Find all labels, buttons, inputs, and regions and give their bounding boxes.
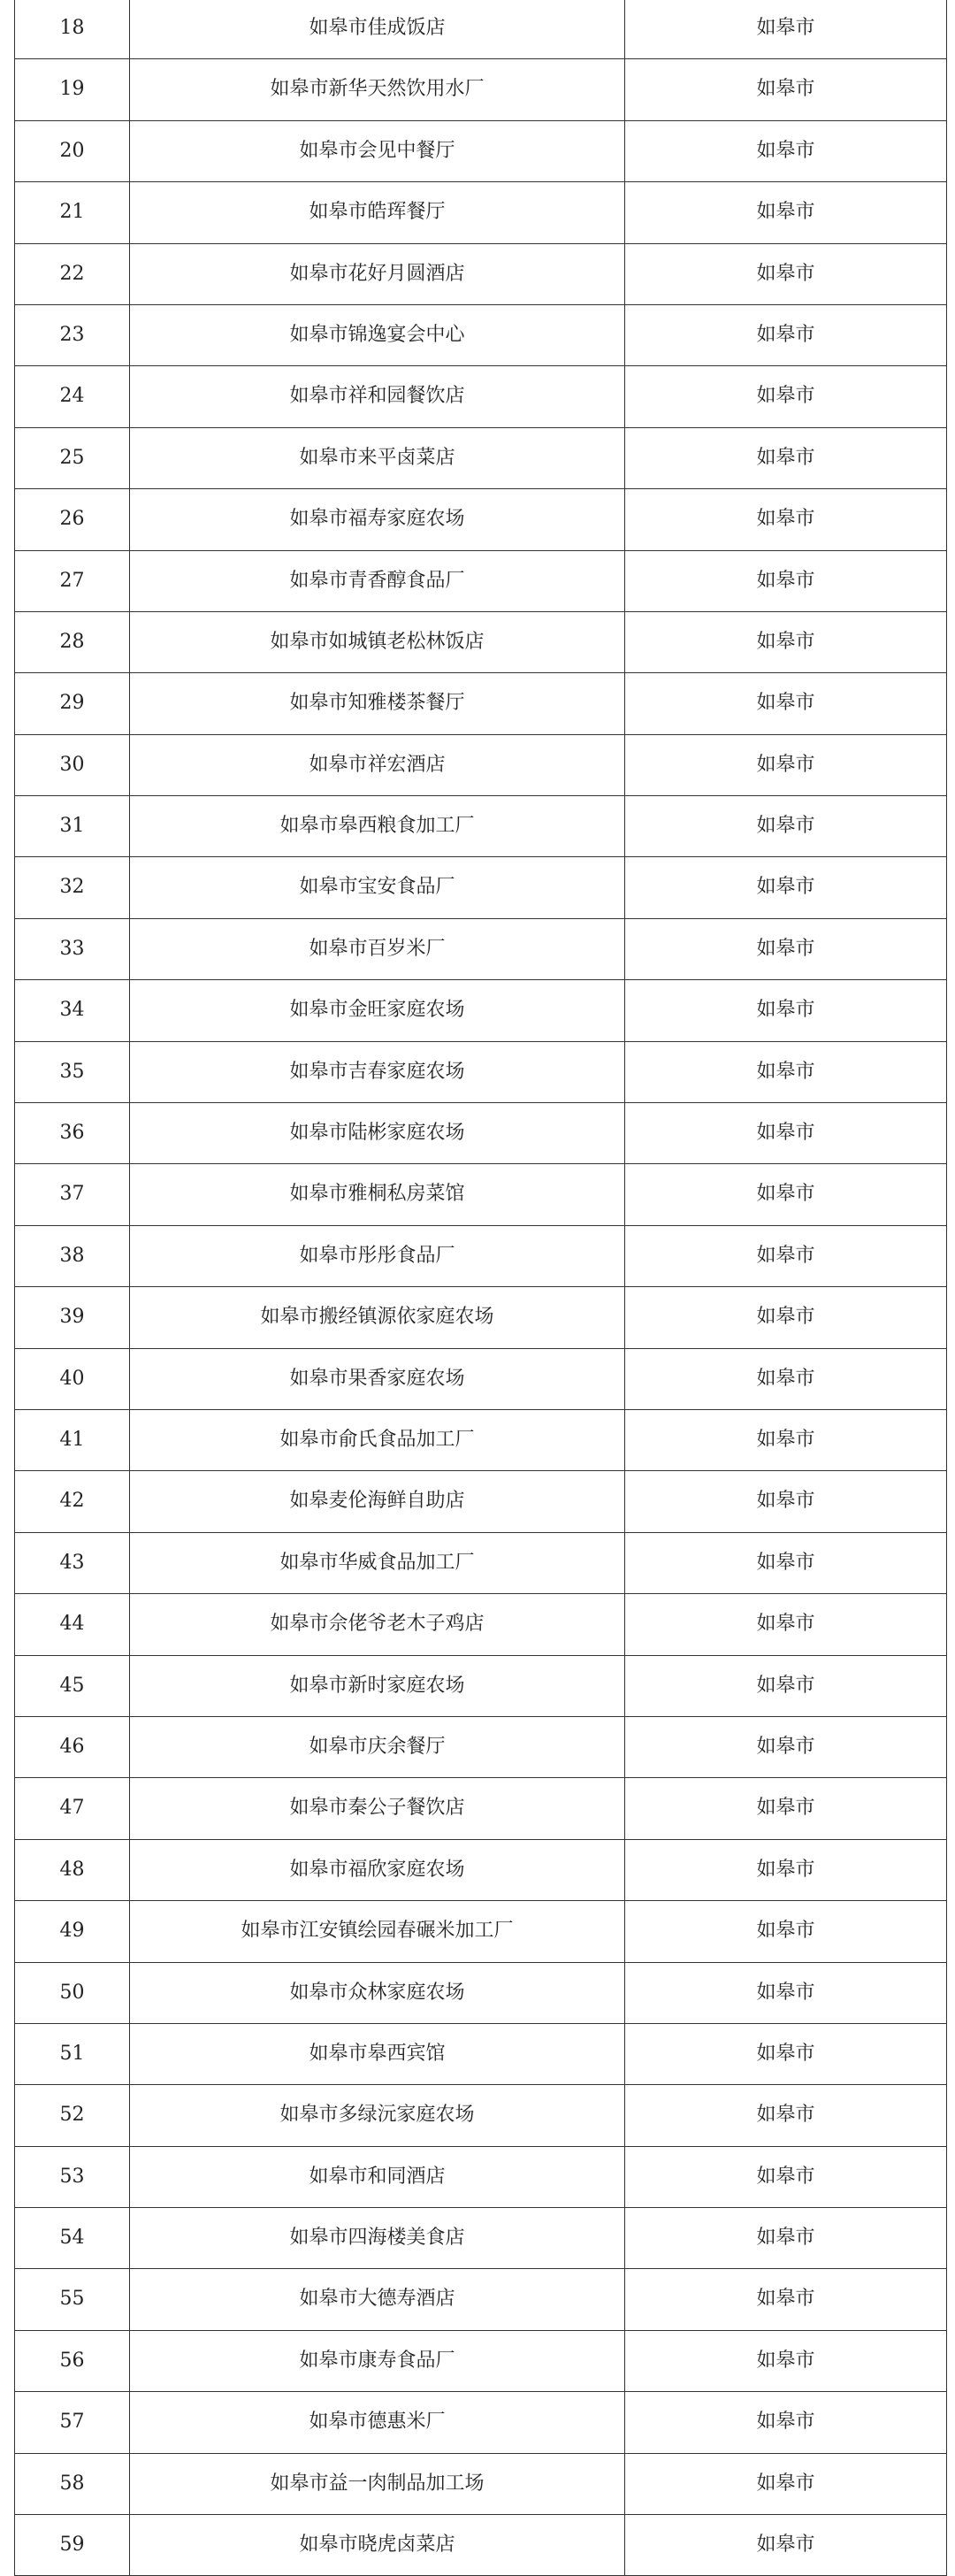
enterprise-name-cell: 如皋市众林家庭农场 — [130, 1962, 625, 2023]
region-cell: 如皋市 — [625, 2208, 947, 2269]
enterprise-name-cell: 如皋市金旺家庭农场 — [130, 980, 625, 1041]
region-cell: 如皋市 — [625, 550, 947, 611]
serial-number-cell: 20 — [15, 120, 130, 181]
region-cell: 如皋市 — [625, 734, 947, 795]
enterprise-name-cell: 如皋市和同酒店 — [130, 2146, 625, 2207]
enterprise-name-cell: 如皋市知雅楼茶餐厅 — [130, 673, 625, 734]
region-cell: 如皋市 — [625, 980, 947, 1041]
serial-number-cell: 57 — [15, 2392, 130, 2453]
serial-number-cell: 38 — [15, 1225, 130, 1286]
enterprise-name-cell: 如皋市果香家庭农场 — [130, 1348, 625, 1409]
table-row — [15, 2330, 947, 2391]
region-cell: 如皋市 — [625, 1778, 947, 1839]
enterprise-name-cell: 如皋市益一肉制品加工场 — [130, 2453, 625, 2514]
region-cell: 如皋市 — [625, 304, 947, 365]
region-cell: 如皋市 — [625, 2085, 947, 2146]
enterprise-table — [14, 0, 947, 2576]
enterprise-name-cell: 如皋市江安镇绘园春碾米加工厂 — [130, 1901, 625, 1962]
enterprise-name-cell: 如皋市皋西宾馆 — [130, 2023, 625, 2084]
table-row — [15, 1287, 947, 1348]
table-row — [15, 120, 947, 181]
enterprise-name-cell: 如皋市祥和园餐饮店 — [130, 366, 625, 427]
table-row — [15, 1409, 947, 1470]
enterprise-name-cell: 如皋市大德寿酒店 — [130, 2269, 625, 2330]
serial-number-cell: 31 — [15, 796, 130, 857]
enterprise-name-cell: 如皋市华威食品加工厂 — [130, 1532, 625, 1593]
region-cell: 如皋市 — [625, 918, 947, 979]
region-cell: 如皋市 — [625, 2330, 947, 2391]
region-cell: 如皋市 — [625, 1716, 947, 1777]
serial-number-cell: 35 — [15, 1041, 130, 1102]
table-row — [15, 1594, 947, 1655]
table-row — [15, 1225, 947, 1286]
serial-number-cell: 24 — [15, 366, 130, 427]
enterprise-name-cell: 如皋市祥宏酒店 — [130, 734, 625, 795]
serial-number-cell: 58 — [15, 2453, 130, 2514]
table-row — [15, 304, 947, 365]
enterprise-name-cell: 如皋市皋西粮食加工厂 — [130, 796, 625, 857]
region-cell: 如皋市 — [625, 366, 947, 427]
table-row — [15, 427, 947, 488]
table-row — [15, 1839, 947, 1900]
table-row — [15, 1041, 947, 1102]
enterprise-name-cell: 如皋市庆余餐厅 — [130, 1716, 625, 1777]
table-row — [15, 2023, 947, 2084]
enterprise-name-cell: 如皋市多绿沅家庭农场 — [130, 2085, 625, 2146]
serial-number-cell: 53 — [15, 2146, 130, 2207]
region-cell: 如皋市 — [625, 1103, 947, 1164]
region-cell: 如皋市 — [625, 2453, 947, 2514]
region-cell: 如皋市 — [625, 611, 947, 672]
serial-number-cell: 44 — [15, 1594, 130, 1655]
table-row — [15, 611, 947, 672]
table-row — [15, 1716, 947, 1777]
table-row — [15, 918, 947, 979]
enterprise-name-cell: 如皋市如城镇老松林饭店 — [130, 611, 625, 672]
enterprise-name-cell: 如皋麦伦海鲜自助店 — [130, 1471, 625, 1532]
enterprise-name-cell: 如皋市陆彬家庭农场 — [130, 1103, 625, 1164]
enterprise-name-cell: 如皋市康寿食品厂 — [130, 2330, 625, 2391]
region-cell: 如皋市 — [625, 1594, 947, 1655]
enterprise-name-cell: 如皋市佳成饭店 — [130, 0, 625, 59]
table-row — [15, 550, 947, 611]
region-cell: 如皋市 — [625, 0, 947, 59]
table-row — [15, 0, 947, 59]
enterprise-name-cell: 如皋市宝安食品厂 — [130, 857, 625, 918]
table-row — [15, 857, 947, 918]
serial-number-cell: 49 — [15, 1901, 130, 1962]
serial-number-cell: 22 — [15, 243, 130, 304]
table-row — [15, 366, 947, 427]
serial-number-cell: 59 — [15, 2515, 130, 2576]
enterprise-name-cell: 如皋市百岁米厂 — [130, 918, 625, 979]
region-cell: 如皋市 — [625, 1409, 947, 1470]
enterprise-name-cell: 如皋市雅桐私房菜馆 — [130, 1164, 625, 1225]
serial-number-cell: 52 — [15, 2085, 130, 2146]
serial-number-cell: 46 — [15, 1716, 130, 1777]
enterprise-name-cell: 如皋市搬经镇源依家庭农场 — [130, 1287, 625, 1348]
region-cell: 如皋市 — [625, 1348, 947, 1409]
table-row — [15, 1778, 947, 1839]
enterprise-name-cell: 如皋市锦逸宴会中心 — [130, 304, 625, 365]
region-cell: 如皋市 — [625, 673, 947, 734]
serial-number-cell: 32 — [15, 857, 130, 918]
table-row — [15, 59, 947, 120]
serial-number-cell: 19 — [15, 59, 130, 120]
table-row — [15, 1103, 947, 1164]
enterprise-name-cell: 如皋市晓虎卤菜店 — [130, 2515, 625, 2576]
serial-number-cell: 36 — [15, 1103, 130, 1164]
serial-number-cell: 48 — [15, 1839, 130, 1900]
region-cell: 如皋市 — [625, 1225, 947, 1286]
serial-number-cell: 21 — [15, 182, 130, 243]
table-row — [15, 1901, 947, 1962]
table-row — [15, 2146, 947, 2207]
enterprise-name-cell: 如皋市吉春家庭农场 — [130, 1041, 625, 1102]
region-cell: 如皋市 — [625, 2023, 947, 2084]
table-row — [15, 1655, 947, 1716]
enterprise-name-cell: 如皋市青香醇食品厂 — [130, 550, 625, 611]
serial-number-cell: 56 — [15, 2330, 130, 2391]
serial-number-cell: 26 — [15, 489, 130, 550]
table-row — [15, 2515, 947, 2576]
serial-number-cell: 37 — [15, 1164, 130, 1225]
serial-number-cell: 27 — [15, 550, 130, 611]
region-cell: 如皋市 — [625, 1164, 947, 1225]
region-cell: 如皋市 — [625, 243, 947, 304]
serial-number-cell: 40 — [15, 1348, 130, 1409]
serial-number-cell: 45 — [15, 1655, 130, 1716]
region-cell: 如皋市 — [625, 2392, 947, 2453]
serial-number-cell: 55 — [15, 2269, 130, 2330]
enterprise-name-cell: 如皋市新时家庭农场 — [130, 1655, 625, 1716]
region-cell: 如皋市 — [625, 2269, 947, 2330]
enterprise-name-cell: 如皋市新华天然饮用水厂 — [130, 59, 625, 120]
enterprise-name-cell: 如皋市德惠米厂 — [130, 2392, 625, 2453]
enterprise-name-cell: 如皋市俞氏食品加工厂 — [130, 1409, 625, 1470]
serial-number-cell: 50 — [15, 1962, 130, 2023]
region-cell: 如皋市 — [625, 59, 947, 120]
table-row — [15, 1164, 947, 1225]
serial-number-cell: 43 — [15, 1532, 130, 1593]
region-cell: 如皋市 — [625, 1839, 947, 1900]
enterprise-table-body — [15, 0, 947, 2576]
region-cell: 如皋市 — [625, 1041, 947, 1102]
table-row — [15, 1532, 947, 1593]
enterprise-name-cell: 如皋市会见中餐厅 — [130, 120, 625, 181]
table-row — [15, 2269, 947, 2330]
region-cell: 如皋市 — [625, 489, 947, 550]
enterprise-name-cell: 如皋市福寿家庭农场 — [130, 489, 625, 550]
region-cell: 如皋市 — [625, 1655, 947, 1716]
region-cell: 如皋市 — [625, 857, 947, 918]
serial-number-cell: 41 — [15, 1409, 130, 1470]
enterprise-name-cell: 如皋市秦公子餐饮店 — [130, 1778, 625, 1839]
serial-number-cell: 42 — [15, 1471, 130, 1532]
table-row — [15, 734, 947, 795]
region-cell: 如皋市 — [625, 182, 947, 243]
serial-number-cell: 29 — [15, 673, 130, 734]
table-row — [15, 243, 947, 304]
table-row — [15, 182, 947, 243]
table-row — [15, 1471, 947, 1532]
region-cell: 如皋市 — [625, 427, 947, 488]
serial-number-cell: 51 — [15, 2023, 130, 2084]
table-row — [15, 673, 947, 734]
serial-number-cell: 47 — [15, 1778, 130, 1839]
region-cell: 如皋市 — [625, 1532, 947, 1593]
region-cell: 如皋市 — [625, 1287, 947, 1348]
table-row — [15, 2453, 947, 2514]
serial-number-cell: 34 — [15, 980, 130, 1041]
serial-number-cell: 23 — [15, 304, 130, 365]
serial-number-cell: 39 — [15, 1287, 130, 1348]
region-cell: 如皋市 — [625, 2146, 947, 2207]
enterprise-name-cell: 如皋市花好月圆酒店 — [130, 243, 625, 304]
region-cell: 如皋市 — [625, 796, 947, 857]
region-cell: 如皋市 — [625, 1962, 947, 2023]
enterprise-name-cell: 如皋市四海楼美食店 — [130, 2208, 625, 2269]
enterprise-name-cell: 如皋市福欣家庭农场 — [130, 1839, 625, 1900]
table-row — [15, 489, 947, 550]
table-row — [15, 2085, 947, 2146]
enterprise-name-cell: 如皋市皓珲餐厅 — [130, 182, 625, 243]
table-row — [15, 2392, 947, 2453]
serial-number-cell: 33 — [15, 918, 130, 979]
region-cell: 如皋市 — [625, 2515, 947, 2576]
enterprise-name-cell: 如皋市来平卤菜店 — [130, 427, 625, 488]
serial-number-cell: 54 — [15, 2208, 130, 2269]
serial-number-cell: 28 — [15, 611, 130, 672]
region-cell: 如皋市 — [625, 120, 947, 181]
table-row — [15, 1962, 947, 2023]
table-row — [15, 980, 947, 1041]
enterprise-name-cell: 如皋市彤彤食品厂 — [130, 1225, 625, 1286]
table-row — [15, 1348, 947, 1409]
enterprise-name-cell: 如皋市佘佬爷老木子鸡店 — [130, 1594, 625, 1655]
region-cell: 如皋市 — [625, 1471, 947, 1532]
serial-number-cell: 18 — [15, 0, 130, 59]
serial-number-cell: 30 — [15, 734, 130, 795]
region-cell: 如皋市 — [625, 1901, 947, 1962]
table-row — [15, 796, 947, 857]
table-row — [15, 2208, 947, 2269]
serial-number-cell: 25 — [15, 427, 130, 488]
